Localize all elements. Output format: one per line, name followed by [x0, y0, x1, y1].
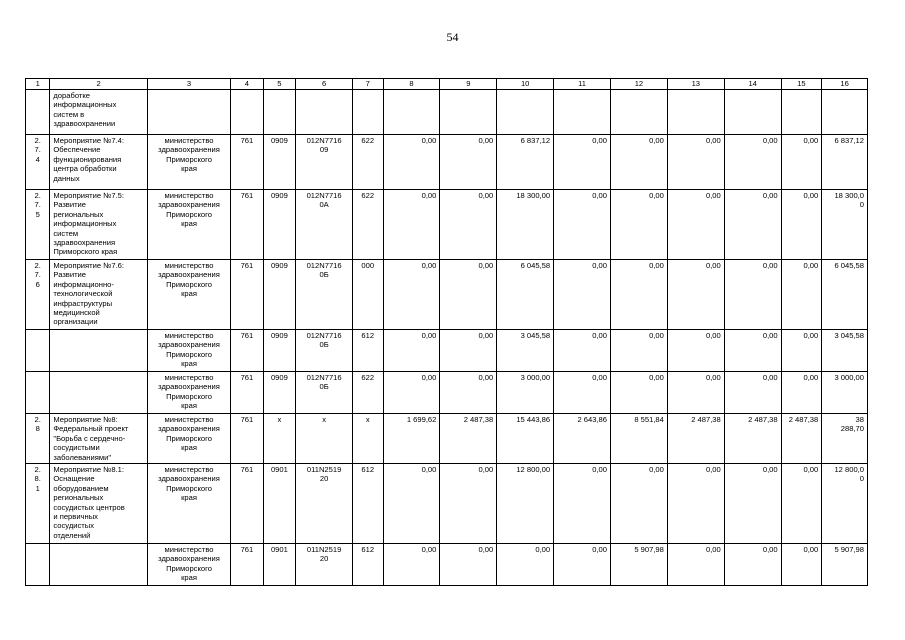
table-cell: Мероприятие №8.1: Оснащение оборудованием региональных сосудистых центров и первичных сосудистых отделений [50, 464, 148, 544]
table-cell: 18 300,0 0 [822, 190, 868, 260]
table-cell: 0,00 [554, 260, 611, 330]
table-cell: 0,00 [724, 190, 781, 260]
budget-table [25, 78, 868, 586]
table-cell: 0,00 [440, 135, 497, 190]
page-number: 54 [446, 30, 459, 44]
table-cell: 622 [353, 372, 383, 414]
table-cell: 2 487,38 [440, 414, 497, 464]
table-cell [440, 90, 497, 135]
table-cell: министерство здравоохранения Приморского края [147, 464, 230, 544]
table-cell: 0,00 [611, 190, 668, 260]
table-cell: 3 000,00 [497, 372, 554, 414]
table-cell: Мероприятие №7.4: Обеспечение функционирования центра обработки данных [50, 135, 148, 190]
table-cell: министерство здравоохранения Приморского края [147, 544, 230, 586]
table-cell: 0,00 [554, 372, 611, 414]
table-cell: 0,00 [554, 330, 611, 372]
table-cell [781, 90, 822, 135]
table-row [26, 190, 868, 260]
table-cell: 0,00 [497, 544, 554, 586]
table-cell: 761 [231, 544, 264, 586]
table-cell: 761 [231, 190, 264, 260]
header-cell: 1 [26, 79, 50, 90]
table-cell: 012N7716 0Б [296, 372, 353, 414]
table-cell: 622 [353, 190, 383, 260]
table-cell [383, 90, 440, 135]
table-cell: 0,00 [724, 544, 781, 586]
table-cell: 0,00 [440, 260, 497, 330]
table-cell: 0,00 [554, 464, 611, 544]
header-cell: 2 [50, 79, 148, 90]
table-cell: 0,00 [724, 372, 781, 414]
table-cell: 0,00 [440, 330, 497, 372]
table-cell: 0,00 [667, 190, 724, 260]
header-cell: 10 [497, 79, 554, 90]
table-cell: 0,00 [781, 372, 822, 414]
table-cell: 0901 [263, 544, 296, 586]
table-cell: 622 [353, 135, 383, 190]
table-cell: 0,00 [611, 135, 668, 190]
table-cell: 0,00 [667, 372, 724, 414]
table-cell: 761 [231, 260, 264, 330]
table-cell: 0901 [263, 464, 296, 544]
table-cell: министерство здравоохранения Приморского края [147, 330, 230, 372]
table-row [26, 260, 868, 330]
table-cell: 0,00 [440, 190, 497, 260]
table-cell: 0,00 [383, 544, 440, 586]
table-cell: 2. 8 [26, 414, 50, 464]
table-cell: 0,00 [724, 330, 781, 372]
table-cell: 0,00 [383, 330, 440, 372]
table-cell [26, 544, 50, 586]
header-cell: 8 [383, 79, 440, 90]
table-cell: 0,00 [440, 544, 497, 586]
table-cell: 0,00 [781, 544, 822, 586]
header-cell: 11 [554, 79, 611, 90]
table-cell: 0,00 [667, 135, 724, 190]
table-cell: 761 [231, 135, 264, 190]
table-cell: 0,00 [383, 372, 440, 414]
table-cell: 2 487,38 [724, 414, 781, 464]
table-cell: 15 443,86 [497, 414, 554, 464]
table-cell: 761 [231, 414, 264, 464]
table-cell [263, 90, 296, 135]
table-cell: 761 [231, 372, 264, 414]
table-cell: 0,00 [383, 464, 440, 544]
header-cell: 9 [440, 79, 497, 90]
table-cell: 0909 [263, 135, 296, 190]
table-cell [50, 372, 148, 414]
table-cell: 1 699,62 [383, 414, 440, 464]
table-cell: 0,00 [781, 260, 822, 330]
table-cell: 0,00 [667, 544, 724, 586]
table-cell: 0909 [263, 190, 296, 260]
table-cell: Мероприятие №8: Федеральный проект "Борьба с сердечно- сосудистыми заболеваниями" [50, 414, 148, 464]
table-cell: 0909 [263, 372, 296, 414]
table-cell [147, 90, 230, 135]
table-cell [26, 372, 50, 414]
table-cell [611, 90, 668, 135]
header-cell: 16 [822, 79, 868, 90]
table-cell: 0,00 [611, 330, 668, 372]
table-cell: 2 487,38 [781, 414, 822, 464]
table-cell: 011N2519 20 [296, 544, 353, 586]
table-cell: 6 837,12 [822, 135, 868, 190]
table-cell [50, 544, 148, 586]
table-cell: Мероприятие №7.5: Развитие региональных информационных систем здравоохранения Приморского края [50, 190, 148, 260]
header-cell: 15 [781, 79, 822, 90]
table-row [26, 414, 868, 464]
table-cell: x [353, 414, 383, 464]
table-cell: 3 045,58 [822, 330, 868, 372]
table-cell: 2 643,86 [554, 414, 611, 464]
table-row [26, 464, 868, 544]
table-cell [353, 90, 383, 135]
table-cell: 0,00 [440, 464, 497, 544]
table-cell: 0,00 [781, 135, 822, 190]
table-cell: 0,00 [611, 464, 668, 544]
table-row [26, 372, 868, 414]
table-cell: 012N7716 0Б [296, 330, 353, 372]
table-cell: 012N7716 0Б [296, 260, 353, 330]
table-cell: 18 300,00 [497, 190, 554, 260]
table-cell: 6 837,12 [497, 135, 554, 190]
table-cell: 612 [353, 544, 383, 586]
table-cell: 0,00 [781, 464, 822, 544]
table-cell: 0,00 [611, 372, 668, 414]
table-cell: 12 800,0 0 [822, 464, 868, 544]
table-cell [296, 90, 353, 135]
table-cell: 000 [353, 260, 383, 330]
header-cell: 4 [231, 79, 264, 90]
table-cell [822, 90, 868, 135]
table-cell [50, 330, 148, 372]
table-cell: 0,00 [781, 190, 822, 260]
table-cell: министерство здравоохранения Приморского края [147, 135, 230, 190]
table-cell [724, 90, 781, 135]
table-cell: 0,00 [724, 135, 781, 190]
table-row [26, 135, 868, 190]
table-cell: министерство здравоохранения Приморского края [147, 372, 230, 414]
table-cell: 6 045,58 [497, 260, 554, 330]
table-cell: 0,00 [667, 464, 724, 544]
table-cell: 0,00 [781, 330, 822, 372]
table-cell: 0,00 [667, 260, 724, 330]
table-cell: x [296, 414, 353, 464]
table-cell: 2. 7. 6 [26, 260, 50, 330]
table-cell: 2. 7. 4 [26, 135, 50, 190]
table-cell: 12 800,00 [497, 464, 554, 544]
table-cell: 0909 [263, 330, 296, 372]
table-cell: 0,00 [383, 190, 440, 260]
table-cell: 5 907,98 [822, 544, 868, 586]
table-cell: Мероприятие №7.6: Развитие информационно- технологической инфраструктуры медицинской организации [50, 260, 148, 330]
table-cell: 3 045,58 [497, 330, 554, 372]
table-cell: 8 551,84 [611, 414, 668, 464]
table-cell: 3 000,00 [822, 372, 868, 414]
header-cell: 14 [724, 79, 781, 90]
table-cell: 2 487,38 [667, 414, 724, 464]
table-cell: 0,00 [667, 330, 724, 372]
table-cell: 0,00 [724, 260, 781, 330]
table-cell: 38 288,70 [822, 414, 868, 464]
table-header-row [26, 79, 868, 90]
table-cell: 0,00 [383, 260, 440, 330]
table-cell: 6 045,58 [822, 260, 868, 330]
table-cell: x [263, 414, 296, 464]
table-cell: 2. 7. 5 [26, 190, 50, 260]
table-cell: министерство здравоохранения Приморского края [147, 190, 230, 260]
table-cell: 761 [231, 330, 264, 372]
table-cell [667, 90, 724, 135]
table-body [26, 90, 868, 586]
table-cell: 2. 8. 1 [26, 464, 50, 544]
table-cell: 0,00 [440, 372, 497, 414]
table-cell: 612 [353, 330, 383, 372]
header-cell: 7 [353, 79, 383, 90]
table-cell [231, 90, 264, 135]
table-cell [26, 90, 50, 135]
table-cell: 0,00 [611, 260, 668, 330]
header-cell: 3 [147, 79, 230, 90]
table-cell: 0,00 [554, 544, 611, 586]
table-cell [554, 90, 611, 135]
table-cell: доработке информационных систем в здравоохранении [50, 90, 148, 135]
table-cell: 0,00 [724, 464, 781, 544]
table-cell: министерство здравоохранения Приморского края [147, 260, 230, 330]
table-cell [26, 330, 50, 372]
header-cell: 13 [667, 79, 724, 90]
table-cell: 012N7716 0А [296, 190, 353, 260]
table-row [26, 544, 868, 586]
table-cell: 0,00 [554, 135, 611, 190]
table-cell: 612 [353, 464, 383, 544]
table-cell: 5 907,98 [611, 544, 668, 586]
table-cell: 012N7716 09 [296, 135, 353, 190]
header-cell: 6 [296, 79, 353, 90]
table-cell [497, 90, 554, 135]
table-cell: 011N2519 20 [296, 464, 353, 544]
table-cell: 761 [231, 464, 264, 544]
header-cell: 12 [611, 79, 668, 90]
table-cell: министерство здравоохранения Приморского края [147, 414, 230, 464]
table-cell: 0,00 [554, 190, 611, 260]
table-cell: 0,00 [383, 135, 440, 190]
table-row [26, 330, 868, 372]
table-cell: 0909 [263, 260, 296, 330]
table-row [26, 90, 868, 135]
header-cell: 5 [263, 79, 296, 90]
